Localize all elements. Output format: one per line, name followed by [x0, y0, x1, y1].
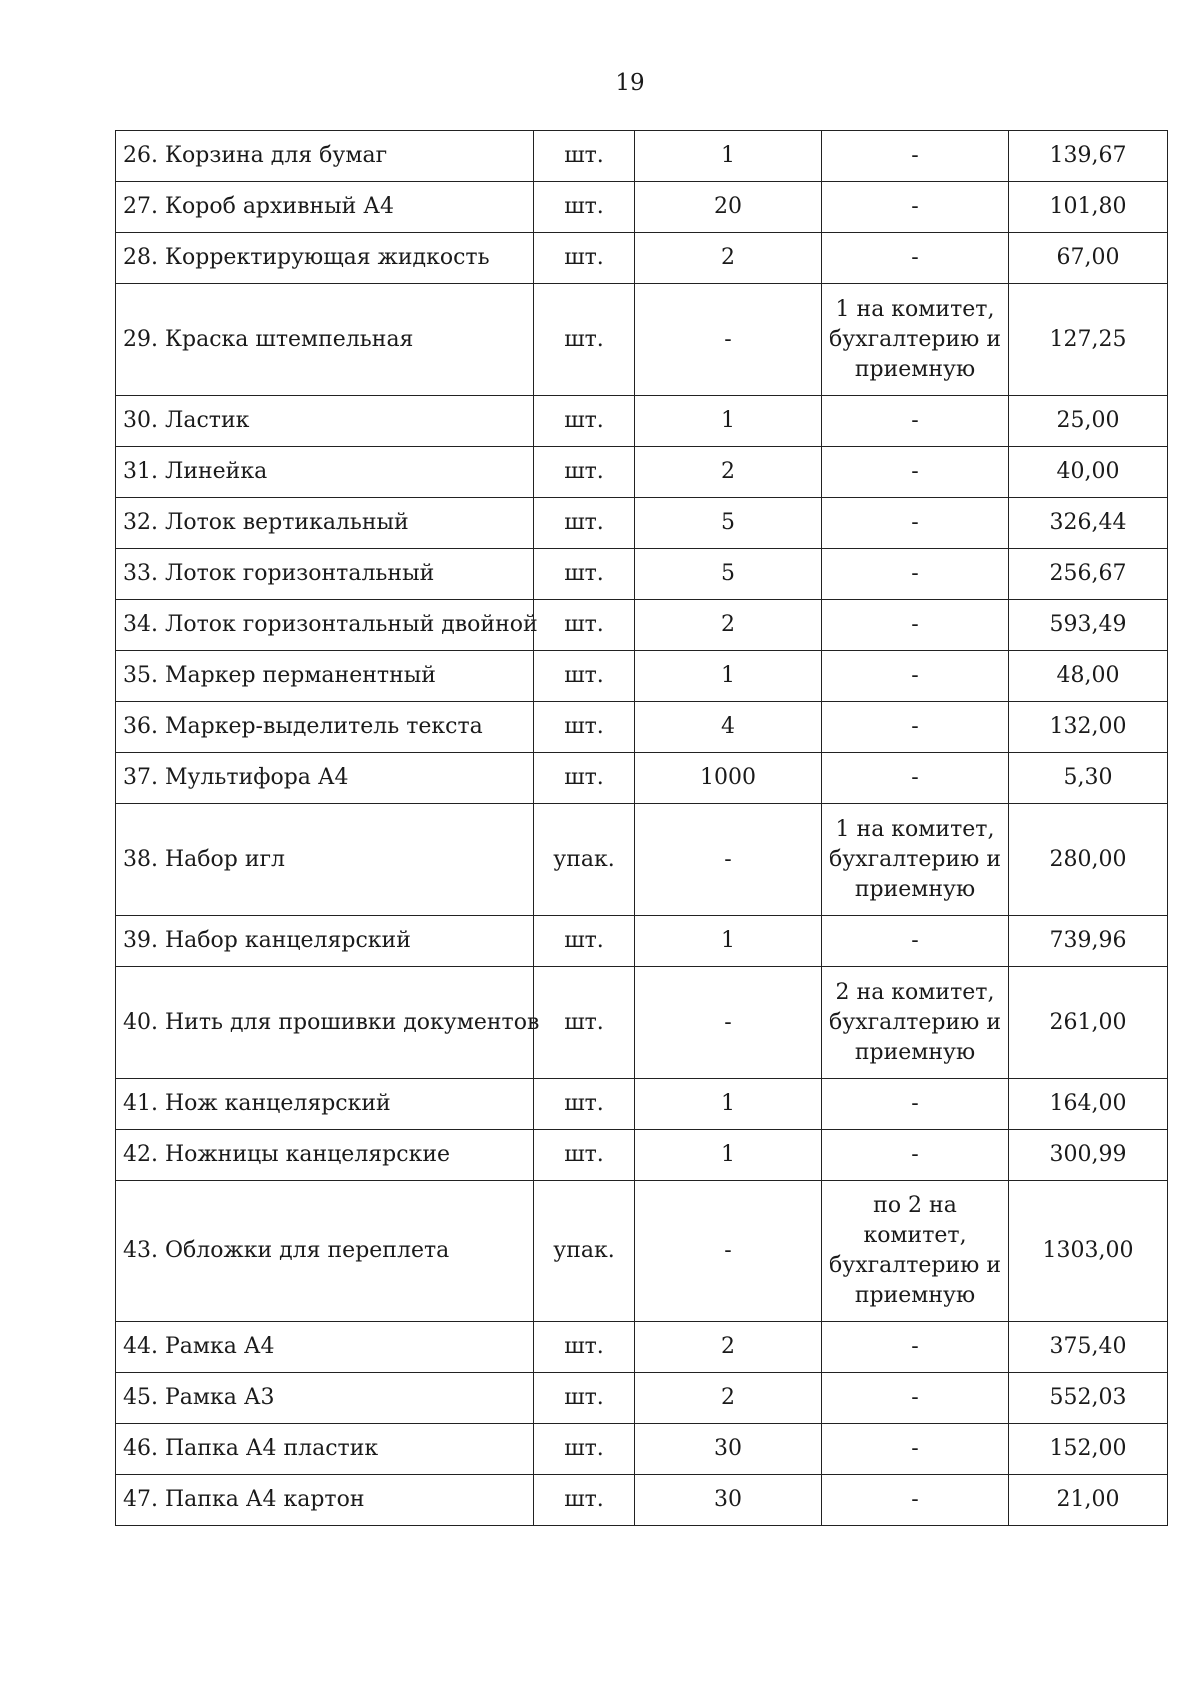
table-row — [116, 702, 1168, 753]
item-price: 25,00 — [1009, 396, 1168, 447]
item-quantity: 30 — [635, 1475, 822, 1526]
item-unit: шт. — [534, 1079, 635, 1130]
item-note: 1 на комитет, бухгалтерию и приемную — [822, 284, 1009, 396]
item-quantity: 1 — [635, 916, 822, 967]
item-name: 37. Мультифора А4 — [116, 753, 534, 804]
item-unit: упак. — [534, 1181, 635, 1322]
item-unit: шт. — [534, 447, 635, 498]
supplies-table-body — [116, 131, 1168, 1526]
item-quantity: - — [635, 284, 822, 396]
item-unit: шт. — [534, 1424, 635, 1475]
item-unit: шт. — [534, 549, 635, 600]
item-note: - — [822, 1373, 1009, 1424]
item-unit: шт. — [534, 1475, 635, 1526]
table-row — [116, 1130, 1168, 1181]
table-row — [116, 1424, 1168, 1475]
item-note: - — [822, 651, 1009, 702]
item-note: - — [822, 600, 1009, 651]
item-note: - — [822, 447, 1009, 498]
item-price: 261,00 — [1009, 967, 1168, 1079]
item-price: 21,00 — [1009, 1475, 1168, 1526]
item-note: - — [822, 498, 1009, 549]
item-unit: шт. — [534, 182, 635, 233]
item-name: 32. Лоток вертикальный — [116, 498, 534, 549]
table-row — [116, 396, 1168, 447]
item-note: - — [822, 702, 1009, 753]
item-price: 256,67 — [1009, 549, 1168, 600]
item-unit: шт. — [534, 702, 635, 753]
item-name: 28. Корректирующая жидкость — [116, 233, 534, 284]
item-quantity: 30 — [635, 1424, 822, 1475]
item-name: 38. Набор игл — [116, 804, 534, 916]
table-row — [116, 131, 1168, 182]
item-price: 164,00 — [1009, 1079, 1168, 1130]
item-unit: шт. — [534, 1322, 635, 1373]
item-name: 30. Ластик — [116, 396, 534, 447]
item-name: 40. Нить для прошивки документов — [116, 967, 534, 1079]
item-name: 39. Набор канцелярский — [116, 916, 534, 967]
item-quantity: 5 — [635, 549, 822, 600]
table-row — [116, 1373, 1168, 1424]
item-quantity: 1000 — [635, 753, 822, 804]
item-unit: шт. — [534, 498, 635, 549]
item-name: 44. Рамка А4 — [116, 1322, 534, 1373]
table-row — [116, 753, 1168, 804]
item-note: - — [822, 182, 1009, 233]
table-row — [116, 804, 1168, 916]
item-note: 1 на комитет, бухгалтерию и приемную — [822, 804, 1009, 916]
item-price: 593,49 — [1009, 600, 1168, 651]
item-unit: шт. — [534, 284, 635, 396]
item-unit: шт. — [534, 753, 635, 804]
item-name: 42. Ножницы канцелярские — [116, 1130, 534, 1181]
item-quantity: 1 — [635, 1130, 822, 1181]
item-note: - — [822, 1475, 1009, 1526]
item-quantity: 2 — [635, 1322, 822, 1373]
item-unit: упак. — [534, 804, 635, 916]
item-price: 280,00 — [1009, 804, 1168, 916]
item-price: 40,00 — [1009, 447, 1168, 498]
item-name: 29. Краска штемпельная — [116, 284, 534, 396]
item-unit: шт. — [534, 651, 635, 702]
item-name: 27. Короб архивный А4 — [116, 182, 534, 233]
item-note: - — [822, 1322, 1009, 1373]
item-note: 2 на комитет, бухгалтерию и приемную — [822, 967, 1009, 1079]
item-note: - — [822, 1424, 1009, 1475]
item-price: 127,25 — [1009, 284, 1168, 396]
item-price: 152,00 — [1009, 1424, 1168, 1475]
item-note: - — [822, 396, 1009, 447]
table-row — [116, 1181, 1168, 1322]
item-note: - — [822, 549, 1009, 600]
item-price: 101,80 — [1009, 182, 1168, 233]
table-row — [116, 284, 1168, 396]
table-row — [116, 600, 1168, 651]
item-note: по 2 на комитет, бухгалтерию и приемную — [822, 1181, 1009, 1322]
item-name: 34. Лоток горизонтальный двойной — [116, 600, 534, 651]
item-price: 739,96 — [1009, 916, 1168, 967]
item-name: 33. Лоток горизонтальный — [116, 549, 534, 600]
item-quantity: 1 — [635, 396, 822, 447]
item-note: - — [822, 1079, 1009, 1130]
item-unit: шт. — [534, 1130, 635, 1181]
page-number: 19 — [615, 70, 645, 96]
item-quantity: 2 — [635, 447, 822, 498]
item-quantity: 2 — [635, 1373, 822, 1424]
item-quantity: - — [635, 804, 822, 916]
table-row — [116, 916, 1168, 967]
table-row — [116, 1079, 1168, 1130]
item-name: 41. Нож канцелярский — [116, 1079, 534, 1130]
item-name: 43. Обложки для переплета — [116, 1181, 534, 1322]
item-note: - — [822, 916, 1009, 967]
item-quantity: - — [635, 1181, 822, 1322]
item-name: 46. Папка А4 пластик — [116, 1424, 534, 1475]
item-unit: шт. — [534, 131, 635, 182]
item-quantity: 2 — [635, 233, 822, 284]
item-note: - — [822, 131, 1009, 182]
item-price: 552,03 — [1009, 1373, 1168, 1424]
item-name: 31. Линейка — [116, 447, 534, 498]
table-row — [116, 182, 1168, 233]
table-row — [116, 1475, 1168, 1526]
item-name: 26. Корзина для бумаг — [116, 131, 534, 182]
item-quantity: 5 — [635, 498, 822, 549]
item-price: 48,00 — [1009, 651, 1168, 702]
item-unit: шт. — [534, 396, 635, 447]
item-unit: шт. — [534, 600, 635, 651]
item-price: 375,40 — [1009, 1322, 1168, 1373]
table-row — [116, 1322, 1168, 1373]
item-quantity: 1 — [635, 651, 822, 702]
item-price: 139,67 — [1009, 131, 1168, 182]
item-note: - — [822, 753, 1009, 804]
item-price: 1303,00 — [1009, 1181, 1168, 1322]
item-name: 36. Маркер-выделитель текста — [116, 702, 534, 753]
item-name: 35. Маркер перманентный — [116, 651, 534, 702]
item-quantity: 1 — [635, 1079, 822, 1130]
item-name: 45. Рамка А3 — [116, 1373, 534, 1424]
item-unit: шт. — [534, 233, 635, 284]
item-unit: шт. — [534, 1373, 635, 1424]
item-price: 5,30 — [1009, 753, 1168, 804]
item-unit: шт. — [534, 967, 635, 1079]
table-row — [116, 233, 1168, 284]
item-quantity: - — [635, 967, 822, 1079]
item-note: - — [822, 233, 1009, 284]
item-quantity: 2 — [635, 600, 822, 651]
item-price: 67,00 — [1009, 233, 1168, 284]
table-row — [116, 651, 1168, 702]
table-row — [116, 447, 1168, 498]
item-note: - — [822, 1130, 1009, 1181]
table-row — [116, 967, 1168, 1079]
item-quantity: 20 — [635, 182, 822, 233]
table-row — [116, 549, 1168, 600]
item-price: 300,99 — [1009, 1130, 1168, 1181]
item-price: 132,00 — [1009, 702, 1168, 753]
item-unit: шт. — [534, 916, 635, 967]
item-price: 326,44 — [1009, 498, 1168, 549]
item-quantity: 4 — [635, 702, 822, 753]
item-name: 47. Папка А4 картон — [116, 1475, 534, 1526]
table-row — [116, 498, 1168, 549]
supplies-table — [115, 130, 1168, 1526]
item-quantity: 1 — [635, 131, 822, 182]
